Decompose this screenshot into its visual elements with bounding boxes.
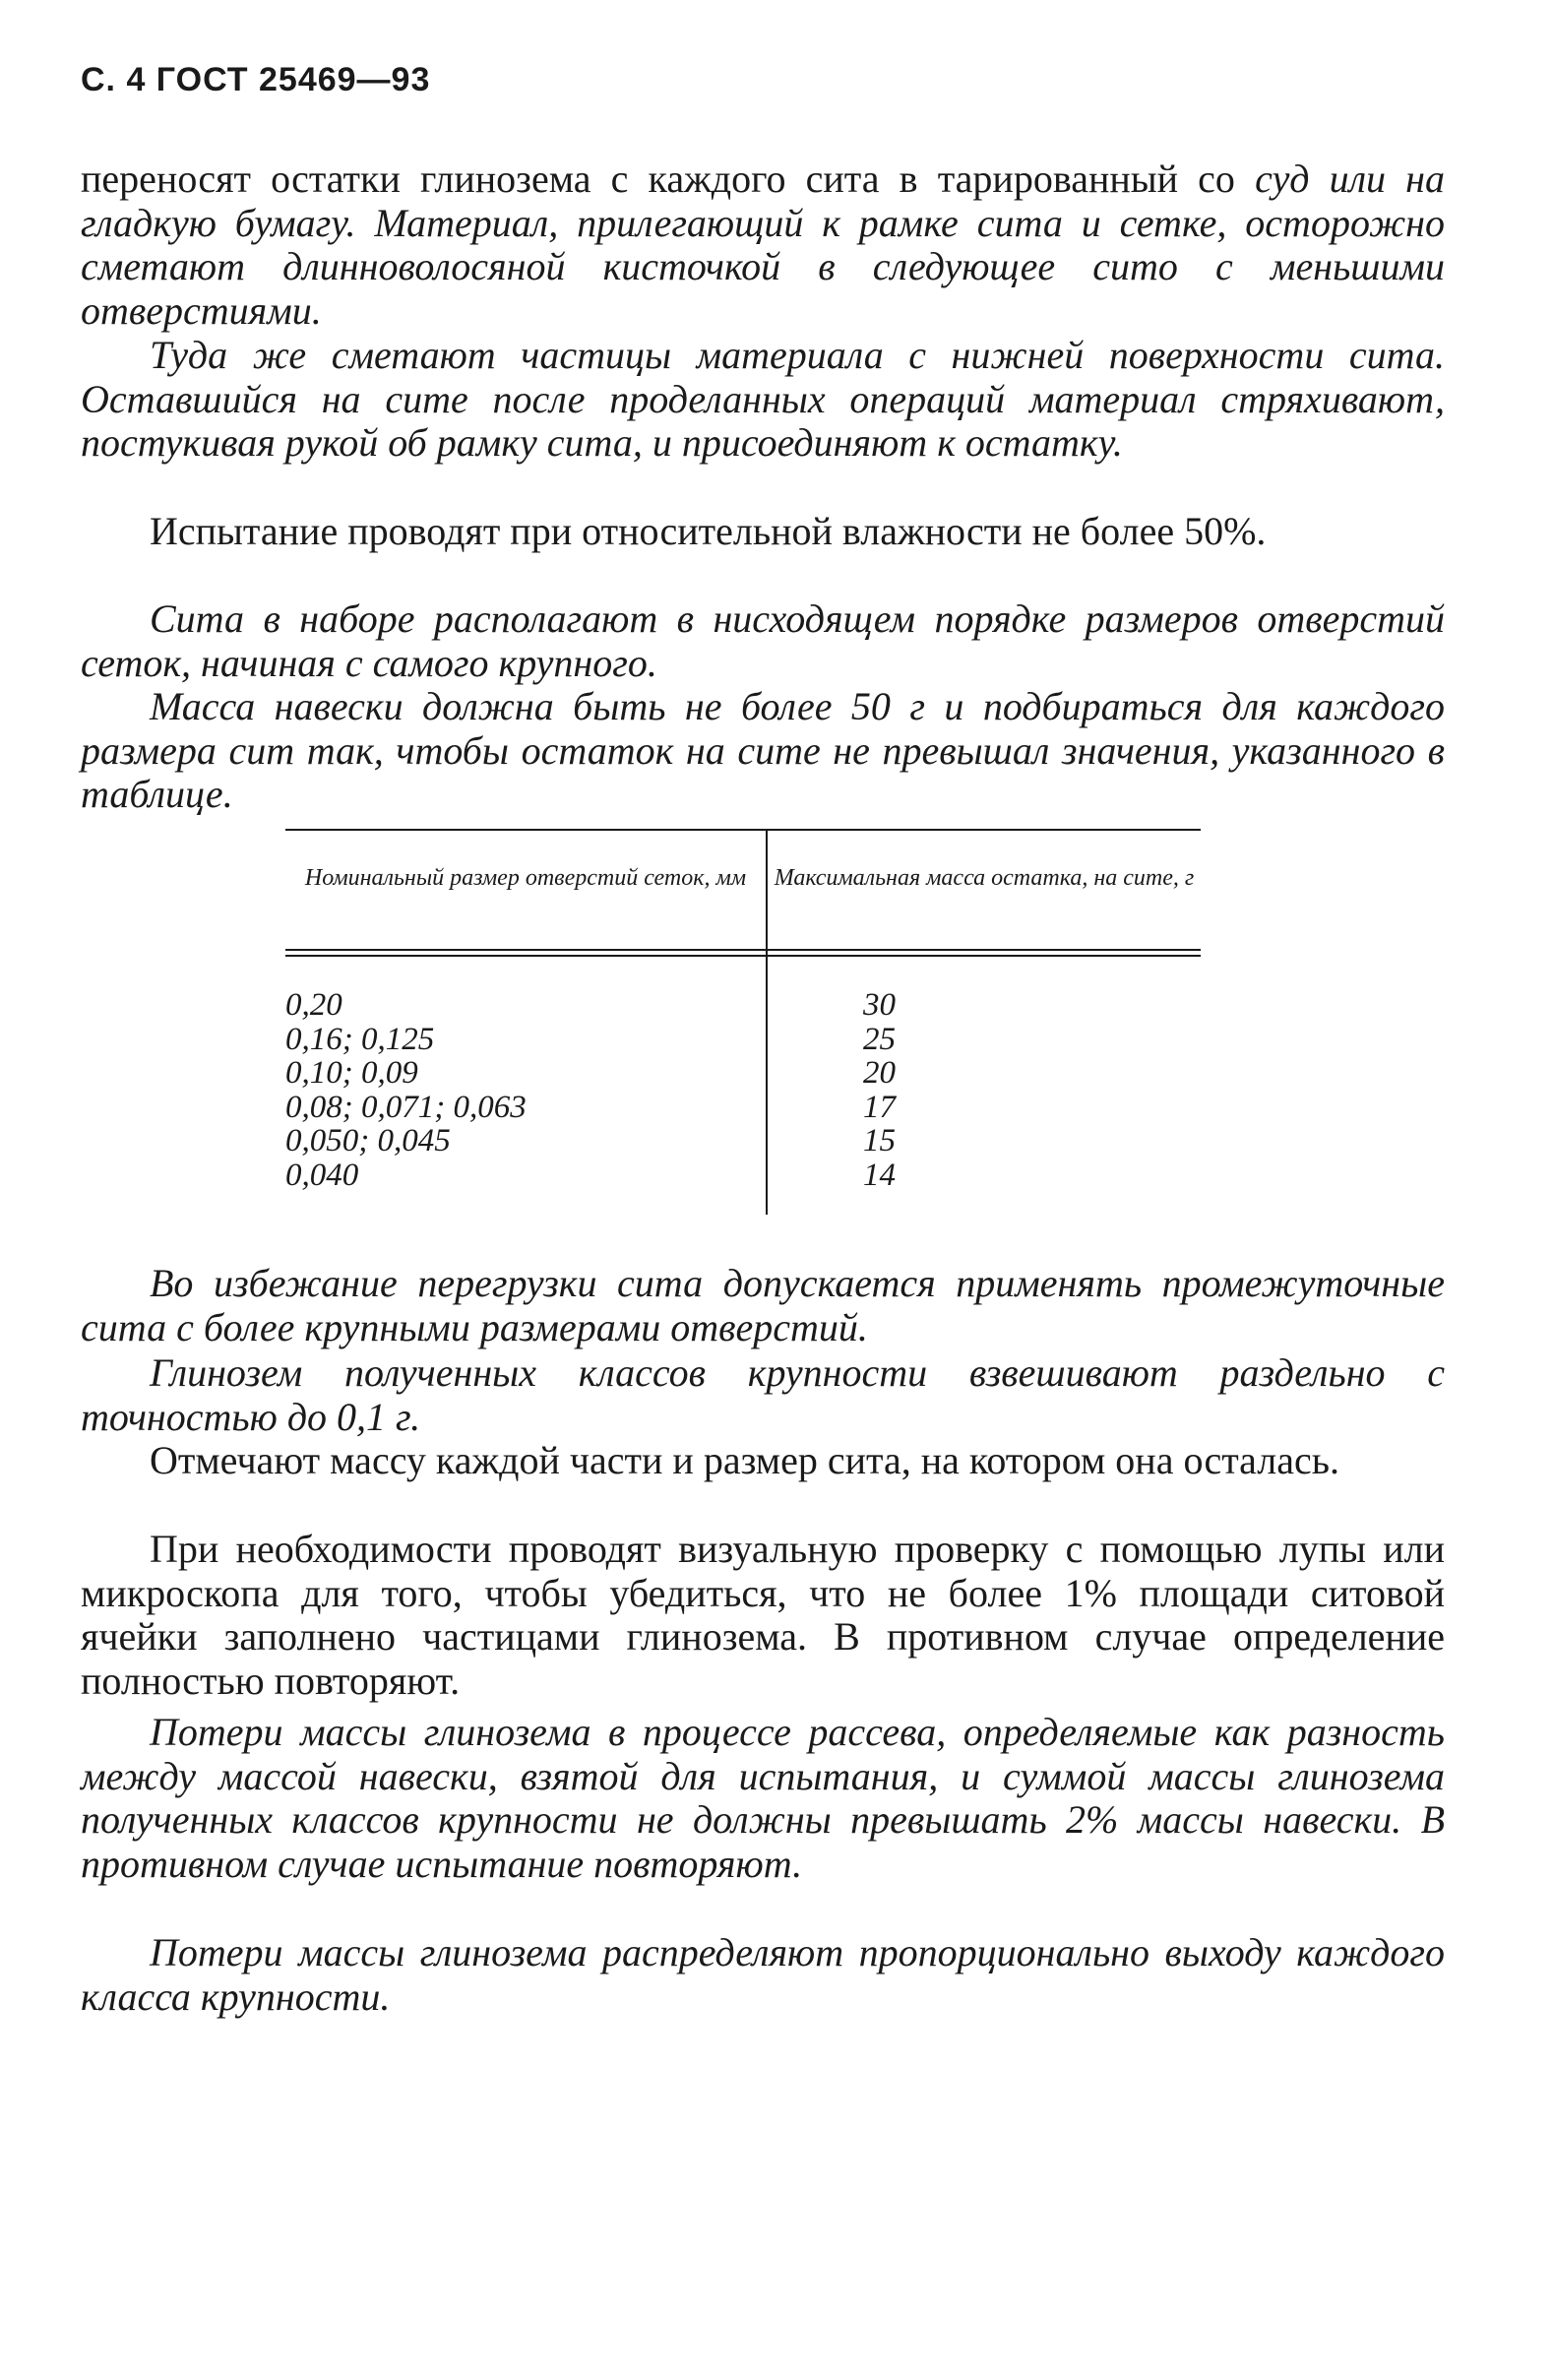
page-header: С. 4 ГОСТ 25469—93 xyxy=(81,61,431,98)
sieve-residue-table xyxy=(285,829,1201,1215)
table-cell-size: 0,20 xyxy=(285,987,342,1023)
table-cell-size: 0,08; 0,071; 0,063 xyxy=(285,1089,527,1125)
table-header-mass: Максимальная масса остатка, на сите, г xyxy=(774,865,1195,891)
paragraph-sample-mass: Масса навески должна быть не более 50 г и подбираться для каждого размера сит так, чтобы остаток на сите не превышал значения, указанного в таблице. xyxy=(81,684,1445,816)
table-cell-mass: 30 xyxy=(863,987,896,1023)
paragraph-loss-distribution: Потери массы глинозема распределяют пропорционально выходу каждого класса крупности. xyxy=(81,1930,1445,2019)
table-cell-mass: 17 xyxy=(863,1089,896,1125)
table-cell-size: 0,16; 0,125 xyxy=(285,1021,435,1057)
paragraph-continuation-italic: суд или на гладкую бумагу. Материал, прилегающий к рамке сита и сетке, осторожно сметают длинноволосяной кисточкой в следующее сито с меньшими отверстиями. xyxy=(81,157,1446,333)
table-header-rule-2 xyxy=(285,955,1201,957)
table-cell-mass: 15 xyxy=(863,1123,896,1159)
paragraph-humidity: Испытание проводят при относительной влажности не более 50%. xyxy=(150,509,1267,553)
paragraph-mass-loss: Потери массы глинозема в процессе рассева, определяемые как разность между массой навески, взятой для испытания, и суммой массы глинозема полученных классов крупности не должны превышать 2% массы навески. В противном случае испытание повторяют. xyxy=(81,1710,1445,1886)
table-cell-mass: 14 xyxy=(863,1157,896,1193)
table-column-size xyxy=(285,988,610,1193)
table-cell-mass: 20 xyxy=(863,1055,896,1092)
paragraph-continuation xyxy=(81,157,1445,333)
table-header-rule-1 xyxy=(285,949,1201,951)
table-cell-mass: 25 xyxy=(863,1021,896,1057)
paragraph-sweep-particles: Туда же сметают частицы материала с нижней поверхности сита. Оставшийся на сите после проделанных операций материал стряхивают, постукивая рукой об рамку сита, и присоединяют к остатку. xyxy=(81,333,1445,465)
paragraph-sieve-order: Сита в наборе располагают в нисходящем порядке размеров отверстий сеток, начиная с самого крупного. xyxy=(81,596,1445,685)
table-cell-size: 0,040 xyxy=(285,1157,359,1193)
table-header-size: Номинальный размер отверстий сеток, мм xyxy=(304,865,747,891)
paragraph-visual-check: При необходимости проводят визуальную проверку с помощью лупы или микроскопа для того, чтобы убедиться, что не более 1% площади ситовой ячейки заполнено частицами глинозема. В противном случае определение полностью повторяют. xyxy=(81,1527,1445,1703)
table-column-mass xyxy=(748,988,896,1193)
paragraph-weighing: Глинозем полученных классов крупности взвешивают раздельно с точностью до 0,1 г. xyxy=(81,1350,1445,1439)
table-cell-size: 0,050; 0,045 xyxy=(285,1123,451,1159)
paragraph-continuation-roman: переносят остатки глинозема с каждого сита в тарированный со xyxy=(81,157,1235,201)
paragraph-record-mass: Отмечают массу каждой части и размер сита, на котором она осталась. xyxy=(150,1438,1339,1482)
table-top-rule xyxy=(285,829,1201,831)
paragraph-intermediate-sieves: Во избежание перегрузки сита допускается применять промежуточные сита с более крупными размерами отверстий. xyxy=(81,1261,1445,1349)
table-cell-size: 0,10; 0,09 xyxy=(285,1055,418,1092)
